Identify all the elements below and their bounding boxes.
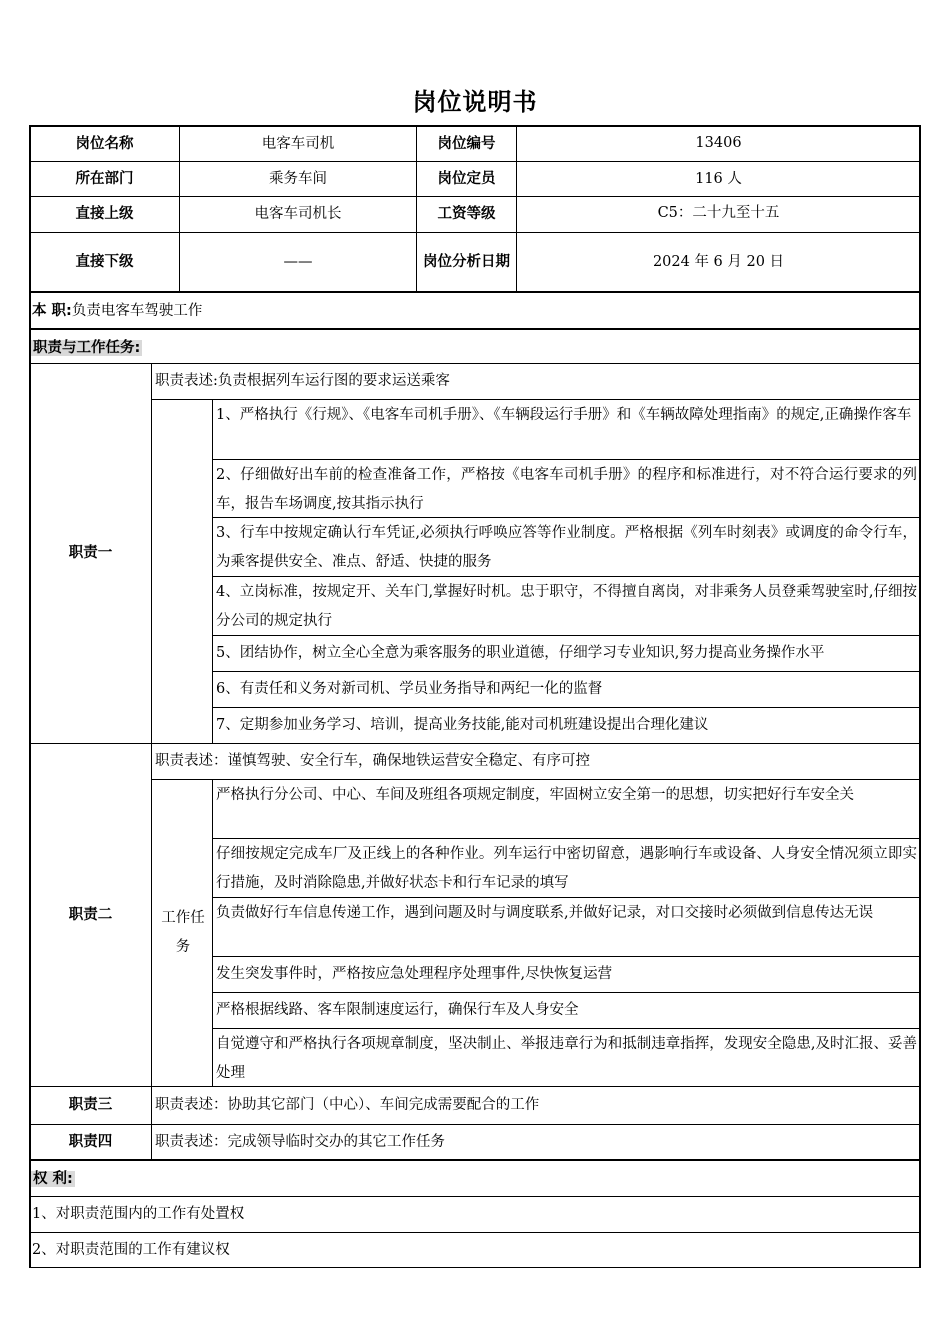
duty1-task-5: 5、团结协作，树立全心全意为乘客服务的职业道德，仔细学习专业知识,努力提高业务操作水平 xyxy=(216,645,825,661)
subordinate-value: —— xyxy=(283,253,313,270)
grade-value: C5：二十九至十五 xyxy=(657,205,780,221)
basic-duty-row xyxy=(32,297,202,326)
duty3-statement: 职责表述：协助其它部门（中心）、车间完成需要配合的工作 xyxy=(155,1097,540,1113)
duty1-task-7: 7、定期参加业务学习、培训，提高业务技能,能对司机班建设提出合理化建议 xyxy=(216,717,709,733)
basic-duty-label: 本 职: xyxy=(32,303,72,319)
grade-label: 工资等级 xyxy=(437,206,496,222)
duty2-statement: 职责表述：谨慎驾驶、安全行车，确保地铁运营安全稳定、有序可控 xyxy=(155,753,590,769)
duty4-label: 职责四 xyxy=(68,1133,113,1150)
duty4-statement: 职责表述：完成领导临时交办的其它工作任务 xyxy=(155,1133,445,1150)
duty1-task-6: 6、有责任和义务对新司机、学员业务指导和两纪一化的监督 xyxy=(216,681,603,697)
duty1-task-1: 1、严格执行《行规》、《电客车司机手册》、《车辆段运行手册》和《车辆故障处理指南》的规定,正确操作客车 xyxy=(216,407,912,423)
rights-item-1: 1、对职责范围内的工作有处置权 xyxy=(32,1206,245,1222)
rights-header-label: 权 利: xyxy=(33,1171,73,1187)
dept-value: 乘务车间 xyxy=(269,170,327,187)
basic-duty-text: 负责电客车驾驶工作 xyxy=(71,303,203,319)
subordinate-label: 直接下级 xyxy=(75,253,134,270)
duty2-task-3: 负责做好行车信息传递工作，遇到问题及时与调度联系,并做好记录，对口交接时必须做到信息传达无误 xyxy=(216,905,874,921)
duty2-task-4: 发生突发事件时，严格按应急处理程序处理事件,尽快恢复运营 xyxy=(216,966,613,982)
duty2-task-6: 自觉遵守和严格执行各项规章制度，坚决制止、举报违章行为和抵制违章指挥，发现安全隐患,及时汇报、妥善处理 xyxy=(216,1036,917,1081)
superior-label: 直接上级 xyxy=(75,206,134,222)
duty2-task-2: 仔细按规定完成车厂及正线上的各种作业。列车运行中密切留意，遇影响行车或设备、人身安全情况须立即实行措施，及时消除隐患,并做好状态卡和行车记录的填写 xyxy=(216,846,917,891)
page-title: 岗位说明书 xyxy=(412,88,538,116)
post-name-label: 岗位名称 xyxy=(75,135,134,152)
duty2-task-5: 严格根据线路、客车限制速度运行，确保行车及人身安全 xyxy=(216,1002,579,1018)
post-code-label: 岗位编号 xyxy=(437,135,496,152)
duty1-label: 职责一 xyxy=(68,545,113,561)
duty1-task-3: 3、行车中按规定确认行车凭证,必须执行呼唤应答等作业制度。严格根据《列车时刻表》或调度的命令行车，为乘客提供安全、准点、舒适、快捷的服务 xyxy=(216,525,917,570)
duty2-task-label: 工作任务 xyxy=(161,910,205,955)
duties-header-label: 职责与工作任务: xyxy=(33,340,141,356)
duty1-statement: 职责表述:负责根据列车运行图的要求运送乘客 xyxy=(155,373,450,389)
post-name-value: 电客车司机 xyxy=(261,135,335,152)
superior-value: 电客车司机长 xyxy=(254,206,342,222)
duty2-task-1: 严格执行分公司、中心、车间及班组各项规定制度，牢固树立安全第一的思想，切实把好行车安全关 xyxy=(216,787,854,803)
dept-label: 所在部门 xyxy=(75,170,134,187)
duties-header xyxy=(31,334,142,363)
duty1-task-2: 2、仔细做好出车前的检查准备工作，严格按《电客车司机手册》的程序和标准进行，对不符合运行要求的列车，报告车场调度,按其指示执行 xyxy=(216,467,917,512)
quota-value: 116 人 xyxy=(695,170,742,187)
quota-label: 岗位定员 xyxy=(437,170,496,187)
rights-header xyxy=(31,1165,75,1194)
duty3-label: 职责三 xyxy=(68,1097,113,1113)
analysis-date-value: 2024 年 6 月 20 日 xyxy=(652,253,785,270)
duty2-label: 职责二 xyxy=(68,906,113,923)
post-code-value: 13406 xyxy=(695,135,742,151)
rights-item-2: 2、对职责范围的工作有建议权 xyxy=(32,1241,230,1258)
duty1-task-4: 4、立岗标准，按规定开、关车门,掌握好时机。忠于职守，不得擅自离岗，对非乘务人员登乘驾驶室时,仔细按分公司的规定执行 xyxy=(216,584,917,629)
analysis-date-label: 岗位分析日期 xyxy=(423,253,510,270)
